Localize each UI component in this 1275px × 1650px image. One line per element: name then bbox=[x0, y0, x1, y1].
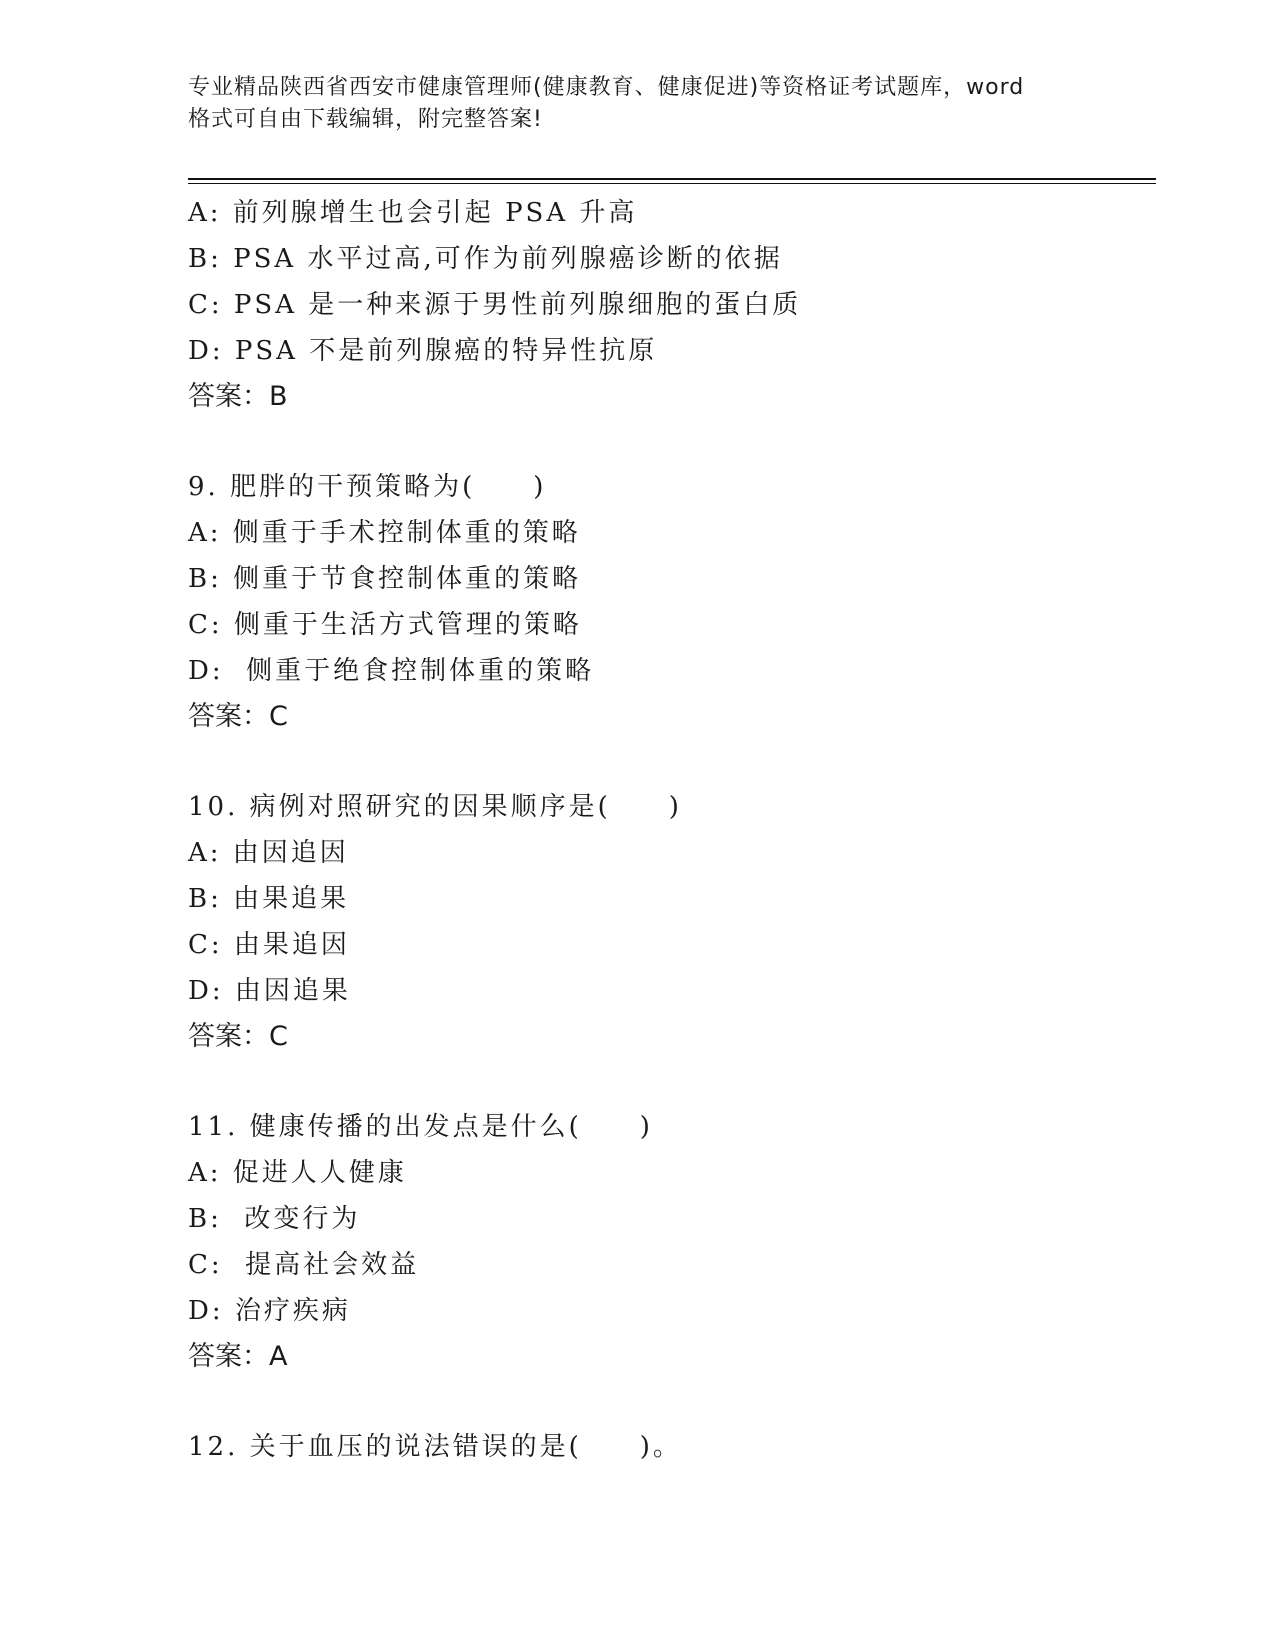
spacer bbox=[188, 1060, 1156, 1104]
option-a: A: 前列腺增生也会引起 PSA 升高 bbox=[188, 198, 638, 228]
option-a: A: 由因追因 bbox=[188, 838, 349, 868]
option-a: A: 促进人人健康 bbox=[188, 1158, 407, 1188]
question-9 bbox=[188, 464, 1156, 740]
option-b: B: 侧重于节食控制体重的策略 bbox=[188, 564, 582, 594]
question-12 bbox=[188, 1424, 1156, 1470]
question-11 bbox=[188, 1104, 1156, 1380]
option-d: D: PSA 不是前列腺癌的特异性抗原 bbox=[188, 336, 658, 366]
question-8 bbox=[188, 190, 1156, 420]
question-text: 12. 关于血压的说法错误的是( )。 bbox=[188, 1432, 682, 1462]
question-10 bbox=[188, 784, 1156, 1060]
option-b: B: PSA 水平过高,可作为前列腺癌诊断的依据 bbox=[188, 244, 783, 274]
answer: 答案：A bbox=[188, 1341, 288, 1372]
header-line-1: 专业精品陕西省西安市健康管理师(健康教育、健康促进)等资格证考试题库，word bbox=[188, 75, 1025, 100]
option-c: C: PSA 是一种来源于男性前列腺细胞的蛋白质 bbox=[188, 290, 802, 320]
answer: 答案：C bbox=[188, 1021, 288, 1052]
answer: 答案：B bbox=[188, 381, 288, 412]
option-d: D: 由因追果 bbox=[188, 976, 351, 1006]
option-d: D: 治疗疾病 bbox=[188, 1296, 351, 1326]
header-divider-thin bbox=[188, 183, 1156, 184]
question-text: 11. 健康传播的出发点是什么( ) bbox=[188, 1112, 653, 1142]
option-c: C: 提高社会效益 bbox=[188, 1250, 420, 1280]
question-text: 9. 肥胖的干预策略为( ) bbox=[188, 472, 547, 502]
option-b: B: 由果追果 bbox=[188, 884, 350, 914]
page-header bbox=[188, 72, 1088, 136]
question-text: 10. 病例对照研究的因果顺序是( ) bbox=[188, 792, 682, 822]
header-divider-thick bbox=[188, 178, 1156, 180]
spacer bbox=[188, 1380, 1156, 1424]
option-b: B: 改变行为 bbox=[188, 1204, 361, 1234]
option-a: A: 侧重于手术控制体重的策略 bbox=[188, 518, 581, 548]
question-list bbox=[188, 190, 1156, 1470]
option-c: C: 由果追因 bbox=[188, 930, 350, 960]
header-line-2: 格式可自由下载编辑，附完整答案! bbox=[188, 107, 543, 132]
spacer bbox=[188, 740, 1156, 784]
spacer bbox=[188, 420, 1156, 464]
option-c: C: 侧重于生活方式管理的策略 bbox=[188, 610, 582, 640]
answer: 答案：C bbox=[188, 701, 288, 732]
option-d: D: 侧重于绝食控制体重的策略 bbox=[188, 656, 595, 686]
